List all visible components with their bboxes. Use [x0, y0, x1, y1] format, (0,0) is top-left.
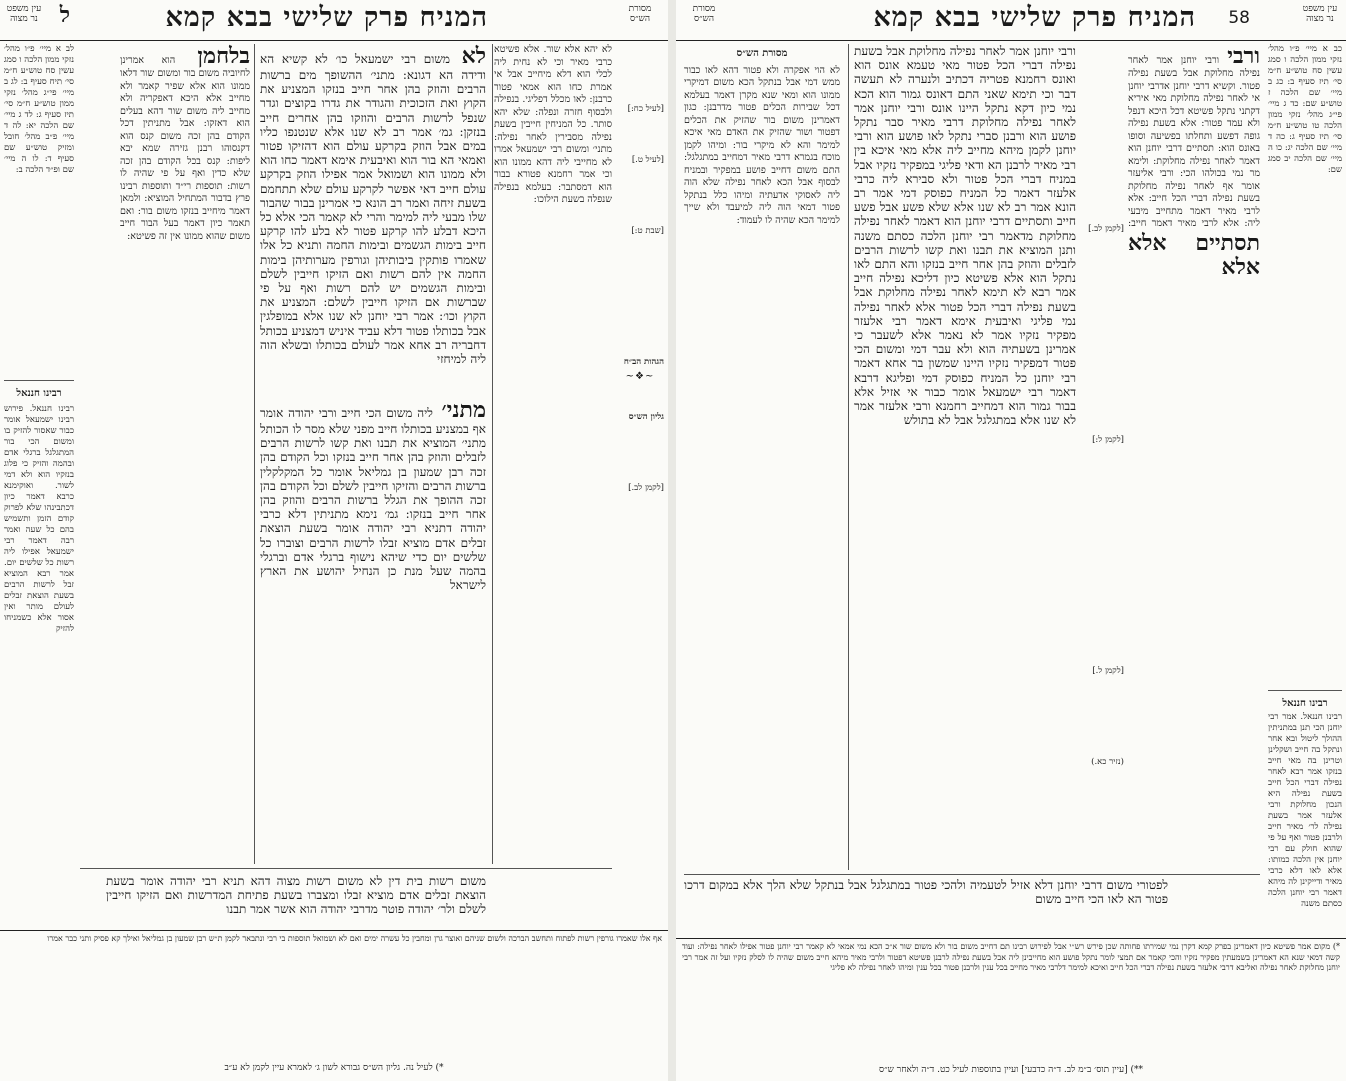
- gemara-main-text: לא משום רבי ישמעאל כו׳ לא קשיא הא ודידה הא דגונא: מתני׳ ההשופך מים ברשות הרבים והוזק בהן אחר חייב בנזקו המצניע את הקוץ ואת הזכוכית והגודר את גדרו בקוצים וגדר שנפל לרשות הרבים והוזקו בהן אחרים חייב בנזקן: גמ׳ אמר רב לא שנו אלא שנטנפו כליו במים אבל הוזק בקרקע עולם הוא דהזיקו פטור ואמאי הא בור הוא ואיבעית אימא דאמר כחו הוא ולא ממונו הוא ושמואל אמר אפילו הוזק בקרקע עולם חייב דאי אפשר לקרקע עולם שלא תתחמם בשעת זיחה ואמר רב הונא כי אמרינן בבור שהבור שלו מבעי ליה למימר והרי לא קאמר הכי אלא כל היכא דבלע להו קרקע פטור לא בלע להו קרקע חייב בימות הגשמים ובימות החמה ותניא כל אלו שאמרו פותקין ביבותיהן וגורפין מערותיהן בימות החמה אין להם רשות ואם הזיקו חייבין לשלם ובימות הגשמים יש להם רשות ואף על פי שברשות אם הזיקו חייבין לשלם: המצניע את הקוץ וכו׳: אמר רבי יוחנן לא שנו אלא במופלגין אבל בכותלו פטור דלא עביד איניש דמצניע בכותל דחבריה רב אחא אמר לעולם בכותלו ובשלא הוה ליה למיחזי: [260, 44, 486, 367]
- section-divider: [684, 874, 1260, 875]
- bold-word: תסתיים: [1195, 229, 1260, 256]
- rabbeinu-chananel-label: רבינו חננאל: [1282, 698, 1328, 709]
- right-page: [676, 0, 1346, 1081]
- gloss-gilyon: גליון הש״ס: [628, 412, 664, 422]
- ein-mishpat-column: כב א מיי׳ פ״ו מהל׳ נזקי ממון הלכה ו סמג עשין סח טוש״ע ח״מ סי׳ תיז סעיף ב: כג ב מיי׳ שם הלכה ז טוש״ע שם: כד ג מיי׳ פי״ג מהל׳ נזקי ממון הלכה טו טוש״ע ח״מ סי׳ תיז סעיף ג: כה ד מיי׳ שם הלכה יג: כו ה מיי׳ שם הלכה יב סמג שם:: [1268, 44, 1342, 175]
- inner-commentary-column: מסורת הש״ס לא הוי אפקרה ולא פטור דהא לאו כבור ממש דמי אבל בנתקל הכא משום דמיקרי ממונו הוא ומאי שנא מקרן דאמר בעלמא דכל שבירות הכלים פטור מדרבנן: כגון דאמרינן משום בור שהזיק את הכלים דפטור ושור שהזיק את האדם מאי איכא למימר והא לא מיקרי בור: ומיהו לקמן מוכח בגמרא דרבי מאיר דמחייב במתגלגל: התם משום דחייב פושע במפקיר ובמניח לבסוף אבל הכא לאחר נפילה שלא הוה ליה לאסוקי אדעתיה ומיהו כלל בנתקל פטור דמאי הוה ליה למיעבד ולא שייך למימר הכא שהיה לו לעמוד:: [684, 48, 840, 226]
- gloss-hagahot: הגהות הב״ח: [623, 357, 664, 367]
- left-page: [0, 0, 668, 1081]
- footnote: **) [עיין תוס׳ ב״מ לב. ד״ה כדבעי] ועיין בתוספות לעיל כט. ד״ה ולאחר ש״ס: [879, 1065, 1143, 1075]
- gloss: [לקמן ל:]: [1092, 435, 1124, 445]
- section-divider: [4, 380, 74, 381]
- page-gutter: [668, 0, 676, 1081]
- rabbeinu-chananel-text: רבינו חננאל. פירוש רבינו ישמעאל אומר כבור שאסור להזיק בו ומשום הכי בור המתגלגל ברגלי אדם ובהמה והזיק כי פלוג בנזקיו הוא ולא דמי לשור. ואוקימנא כרבא דאמר כיון דכתבינהו שלא לפרוק קודם הזמן ותשמיש בהם כל שעה ואמר רבה דאמר רבי ישמעאל אפילו ליה רשות כל שלשים יום. אמר רבא המוציא זבל לרשות הרבים בשעת הוצאת זבלים לעולם מותר ואין אסור אלא כשמניחו להזיק: [4, 404, 74, 634]
- gloss: [לקמן ל.]: [1092, 666, 1124, 676]
- gloss: [לקמן לב.]: [628, 483, 664, 493]
- gemara-end-text: משום רשות בית דין לא משום רשות מצוה דהא תניא רבי יהודה אומר בשעת הוצאת זבלים אדם מוציא זבלו ומצברו בשעת פתיחת המדרשות ואם הזיקו חייבין לשלם ולר׳ יהודה פוטר מדרבי יהודה הוא אשר אמר תבנו: [106, 874, 486, 917]
- rashi-column: לא יהא אלא שור. אלא פשיטא כרבי מאיר וכי לא נחית ליה לכלי הוא דלא מיחייב אבל אי אמרת כחו הוא אמאי פטור כרבנן: לאו מכלל דפליגי. בנפילה ולבסוף חזרה ונפלה: שלא יהא סותר. כל המניחין חייבין בשעת נפילה מסבירין לאחר נפילה: מתני׳ ומשום רבי ישמעאל אמרו לא מחייבי ליה דהא ממונו הוא וכי אמר רחמנא פטורא בבור הוא דמסתבר: בעלמא בנפילה שנפלה בשעת הילוכו:: [494, 44, 612, 205]
- gloss: [לקמן לב.]: [1088, 224, 1124, 234]
- gloss: (נזיר כא.): [1091, 757, 1124, 767]
- gloss-masoret: מסורת הש״ס: [736, 48, 788, 59]
- column-rule: [492, 44, 493, 864]
- column-rule: [254, 44, 255, 864]
- gemara-end-text: לפטורי משום דרבי יוחנן דלא אזיל לטעמיה ולהכי פטור במתגלגל אבל בנתקל שלא הלך אלא במקום דרכו פטור הא לאו הכי חייב משום: [684, 878, 1168, 907]
- opening-word: בלחמן: [175, 44, 250, 69]
- gloss: [שבת ט:]: [631, 226, 664, 236]
- gloss-strip: [616, 44, 664, 644]
- bold-word: אלא: [1128, 229, 1167, 256]
- header-label-masoret: מסורת הש״ס: [692, 4, 716, 24]
- page-number: 58: [1228, 8, 1250, 28]
- footer-notes: *) מקום אמר פשיטא כיון דאמרינן בפרק קמא דקרן נמי שמירתו פחותה שכן פירש רש״י אבל לפירוש רבינו תם דחייב משום בור ולא משום שור א״כ הכא נמי אמאי לא קאמר רבי יוחנן פטור אפילו לאחר נפילה: ועוד קשה דמאי שנא הא דאמרינן בשמעתין מפקיר נזקיו והכי קאמר אם תמצי לומר נתקל פושע הוא מחייבינן ליה אבל בשעת נפילה לרבנן פשיטא דפטור ולרבי מאיר מיהא חייב משום שהיה לו לסלק נזקיו ועל זה אמר רבי יוחנן מחלוקת לאחר נפילה ואליבא דרבי אלעזר בשעת נפילה דברי הכל חייב ואיכא למימר דלרבי מאיר מחייב בכל ענין ולרבנן פטור בכל ענין ומיהו לאחר נפילה לא פליגי: [676, 938, 1346, 1066]
- opening-word: מתני׳: [432, 398, 486, 423]
- header-label-masoret: מסורת הש״ס: [628, 4, 652, 24]
- right-page-header: [676, 0, 1346, 41]
- footer-notes: אף אלו שאמרו גורפין רשות לפתוח ותחשב הברכה ולשום שניהם ואוצר גרן ומחבין כל עשרה ימים ואם לא ושמואל תוספות בי רבי ונתבאר לקמן ת״ש רבן שמעון בן גמליאל ואילך קא פסיק ותני כבר אמרו: [0, 930, 668, 1062]
- gloss: [לעיל כח:]: [627, 104, 664, 114]
- page-letter: ל: [59, 2, 70, 28]
- opening-word: לא: [449, 44, 486, 69]
- gemara-main-text: ורבי יוחנן אמר לאחר נפילה מחלוקת אבל בשעת נפילה דברי הכל פטור מאי טעמא אונס הוא ואונס רחמנא פטריה דכתיב ולנערה לא תעשה דבר וכי תימא שאני התם דאונס גמור הוא הכא נמי כיון דקא נתקל היינו אונס ורבי יוחנן אמר לאחר נפילה מחלוקת דרבי מאיר סבר נתקל פושע הוא ורבנן סברי נתקל לאו פושע הוא ורבי יוחנן לקמן מיהא מחייב ליה אלא מאי איכא בין רבי מאיר לרבנן הא ודאי פליגי במפקיר נזקיו אבל במניח דברי הכל פטור ולא סבירא ליה כרבי אלעזר דאמר כל המניח כפוסק דמי אמר רב הונא אמר רב לא שנו אלא שלא פשע אבל פשע חייב ותסתיים דרבי יוחנן הוא דאמר לאחר נפילה מחלוקת מדאמר רבי יוחנן הלכה כסתם משנה ותנן המוציא את תבנו ואת קשו לרשות הרבים לזבלים והוזק בהן אחר חייב בנזקו והא התם לאו נתקל הוא אלא פשיטא כיון דליכא נפילה חייב אמר רבא לא תימא לאחר נפילה מחלוקת אבל בשעת נפילה דברי הכל פטור אלא לאחר נפילה נמי פליגי ואיבעית אימא דאמר רבי אלעזר מפקיר נזקיו אמר לא נאמר אלא לשעבר כי אמרינן בשעתיה הוא ולא עבר דמי ומשום הכי פטור דמפקיר נזקיו היינו שמשון בר אחא דאמר רבי יוחנן כל המניח כפוסק דמי ופליגא דרבא דאמר רבי ישמעאל אומר כבור אי אזיל אלא בבור גמור הוא דמחייב רחמנא ורבי אלעזר אמר לא שנו אלא במתגלגל אבל לא בתולש: [854, 44, 1076, 428]
- ornament-divider: ~❖~: [625, 371, 655, 382]
- page-title: המניח פרק שלישי בבא קמא: [873, 2, 1196, 33]
- section-divider: [1268, 690, 1342, 691]
- tosafot-column: בלחמן הוא אמרינן לחיוביה משום בור ומשום שור דלאו ממונו הוא אלא שפיר קאמר ולא מחייב אלא היכא דאפקריה ולא מחייב ליה משום שור דהא בעלים הוא דאזקו: אבל מתניתין דכל הקודם בהן זכה משום קנס הוא דקנסוהו רבנן גזירה שמא יבא ליפות: קנס בכל הקודם בהן זכה שלא כדין ואף על פי שהיה לו רשות: תוספות רי״ד ותוספות רבינו פרץ בדבור המתחיל המוציא: ולמאן דאמר מיחייב בנזקו משום בור: ואם תאמר כיון דאמר בעל הבור חייב משום שהוא ממונו אין זה פשיטא:: [120, 44, 250, 242]
- bold-word: אלא: [1221, 253, 1260, 280]
- rabbeinu-chananel-label: רבינו חננאל: [16, 388, 62, 399]
- opening-word: ורבי: [1227, 44, 1260, 69]
- footnote: *) לעיל נה. גליון הש״ס גבורא לשון ג׳ לאמרא עיין לקמן לא ע״ב: [224, 1063, 444, 1073]
- gloss: [לעיל ט.]: [631, 155, 664, 165]
- ein-mishpat-column: לב א מיי׳ פ״ו מהל׳ נזקי ממון הלכה ו סמג עשין סח טוש״ע ח״מ סי׳ תיח סעיף ב: לג ב מיי׳ פי״ג מהל׳ נזקי ממון טוש״ע ח״מ סי׳ תיז סעיף ג: לד ג מיי׳ שם הלכה יא: לה ד מיי׳ פ״ב מהל׳ חובל ומזיק טוש״ע שם סעיף ד: לו ה מיי׳ שם ופ״ד הלכה ב:: [4, 44, 74, 175]
- left-page-header: [0, 0, 668, 41]
- column-rule: [848, 44, 849, 870]
- page-title: המניח פרק שלישי בבא קמא: [165, 2, 488, 33]
- header-label-ein-mishpat: עין משפט נר מצוה: [6, 4, 42, 24]
- gloss-strip: [1080, 44, 1124, 904]
- tosafot-column: ורבי ורבי יוחנן אמר לאחר נפילה מחלוקת אבל בשעת נפילה פטור. וקשיא דרבי יוחנן אדרבי יוחנן אי לאחר נפילה מחלוקת מאי איריא דקתני נתקל פשיטא דכל היכא דנפל ולא עמד פטור: אלא בשעת נפילה גופה דפשע ותחלתו בפשיעה וסופו באונס הוא: תסתיים דרבי יוחנן הוא דאמר לאחר נפילה מחלוקת: ולימא מר נמי בכולהו הכי: ורבי אליעזר אומר אף לאחר נפילה מחלוקת בשעת נפילה דברי הכל חייב: אלא לרבי מאיר דאמר מתחייב מיבעי ליה: אלא לרבי מאיר דאמר חייב: תסתיים אלא אלא: [1128, 44, 1260, 280]
- rabbeinu-chananel-text: רבינו חננאל. אמר רבי יוחנן הכי תנן במתניתין ההולך ליטול ובא אחר ונתקל בה חייב ושקלינן וטרינן בה מאי חייב בנזקו אמר רבא לאחר נפילה דברי הכל חייב בשעת נפילה היא הנכון מחלוקת ורבי אלעזר אמר בשעת נפילה לר׳ מאיר חייב ולרבנן פטור ואף על פי שהוא חולק עם רבי יוחנן אין הלכה כמותו: אלא לאו דלא כרבי מאיר ודייקינן לה מיהא דאמר רבי יוחנן הלכה כסתם משנה: [1268, 712, 1342, 909]
- header-label-ein-mishpat: עין משפט נר מצוה: [1302, 4, 1338, 24]
- section-divider: [80, 868, 612, 869]
- gemara-main-text-continued: מתני׳ ליה משום הכי חייב ורבי יהודה אומר אף במצניע בכותלו חייב מפני שלא מסר לו הכותל מתני׳ המוציא את תבנו ואת קשו לרשות הרבים לזבלים והוזק בהן אחר חייב בנזקו וכל הקודם בהן זכה רבן שמעון בן גמליאל אומר כל המקלקלין ברשות הרבים והזיקו חייבין לשלם וכל הקודם בהן זכה ההופך את הגלל ברשות הרבים והוזק בהן אחר חייב בנזקו: גמ׳ נימא מתניתין דלא כרבי יהודה דתניא רבי יהודה אומר בשעת הוצאת זבלים אדם מוציא זבלו לרשות הרבים וצוברו כל שלשים יום כדי שיהא נישוף ברגלי אדם וברגלי בהמה שעל מנת כן הנחיל יהושע את הארץ לישראל: [260, 398, 486, 593]
